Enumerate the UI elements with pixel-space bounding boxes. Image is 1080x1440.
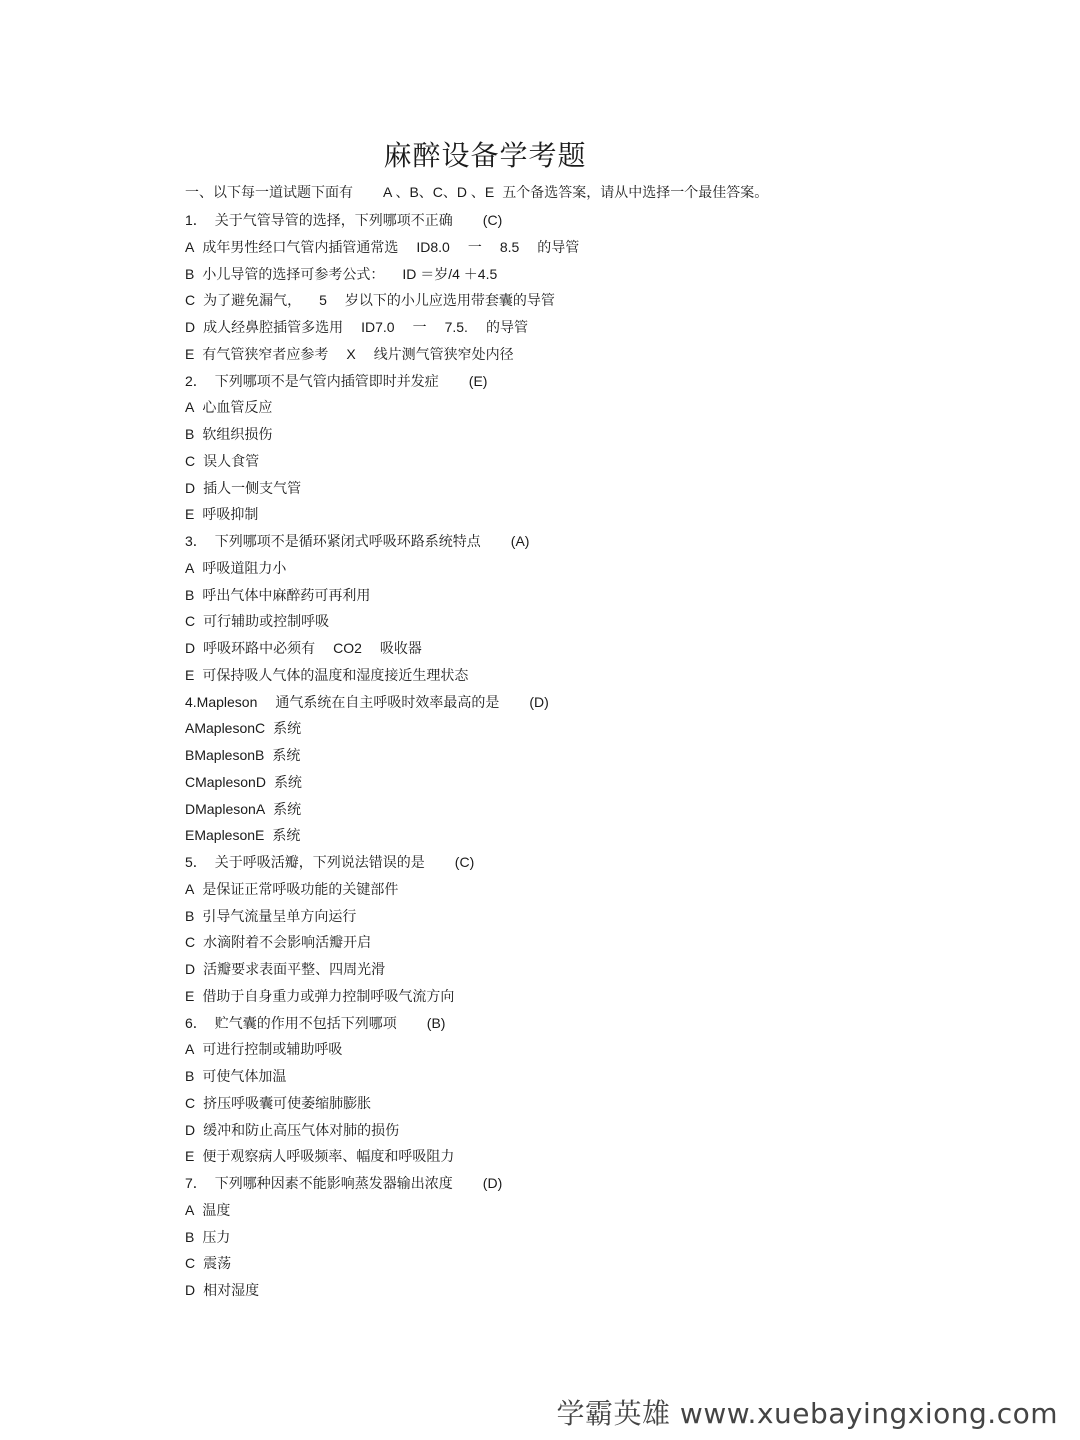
option-line	[185, 1094, 371, 1113]
watermark: 学霸英雄 www.xuebayingxiong.com	[556, 1397, 1058, 1430]
option-line	[185, 933, 371, 952]
question-number: 1．	[185, 212, 207, 228]
option-text: ID8.0	[416, 238, 450, 255]
option-line	[185, 639, 422, 658]
option-line	[185, 238, 579, 257]
question-text: 下列哪项不是循环紧闭式呼吸环路系统特点	[214, 534, 481, 550]
option-text: 吸收器	[379, 641, 422, 657]
option-text: 便于观察病人呼吸频率、幅度和呼吸阻力	[202, 1149, 455, 1166]
answer-key: (E)	[468, 372, 488, 389]
option-letter: C	[185, 1255, 196, 1272]
option-text: 一	[412, 320, 427, 336]
option-letter: B	[185, 1228, 195, 1245]
option-line	[185, 666, 468, 685]
option-text: 挤压呼吸囊可使萎缩肺膨胀	[203, 1095, 372, 1112]
option-text: 呼吸抑制	[202, 507, 259, 524]
option-letter: A	[185, 399, 195, 416]
option-text: 相对湿度	[203, 1283, 260, 1299]
option-line	[185, 826, 300, 845]
option-letter: C	[185, 613, 196, 630]
option-letter: C	[185, 1094, 196, 1111]
option-text: 呼吸环路中必须有	[203, 641, 316, 657]
option-line	[185, 612, 329, 631]
option-text: 小儿导管的选择可参考公式：	[202, 266, 385, 283]
option-text: 系统	[273, 721, 302, 738]
option-letter: C	[185, 452, 196, 469]
question-stem	[185, 532, 529, 551]
option-text: 软组织损伤	[202, 427, 273, 443]
question-stem	[185, 372, 487, 391]
option-letter: DMaplesonA	[185, 800, 266, 817]
question-number: 6．	[185, 1014, 207, 1031]
option-text: 线片测气管狭窄处内径	[373, 346, 514, 363]
question-number: 3．	[185, 533, 207, 549]
option-letter: D	[185, 1282, 196, 1298]
question-text: 关于气管导管的选择，下列哪项不正确	[214, 213, 453, 229]
option-text: 的导管	[537, 239, 580, 256]
option-letter: D	[185, 1121, 196, 1138]
option-letter: A	[185, 1041, 195, 1058]
option-line	[185, 987, 454, 1006]
option-text: 5	[319, 292, 327, 309]
option-line	[185, 559, 286, 578]
option-letter: B	[185, 426, 195, 442]
option-text: 呼出气体中麻醉药可再利用	[202, 587, 371, 604]
option-text: 系统	[272, 748, 301, 764]
answer-key: (A)	[510, 533, 530, 549]
option-text: 误人食管	[203, 453, 260, 470]
option-line	[185, 318, 528, 337]
option-text: 8.5	[499, 238, 520, 255]
option-line	[185, 907, 356, 926]
option-text: X	[346, 345, 356, 362]
option-text: 引导气流量呈单方向运行	[202, 908, 357, 925]
option-letter: B	[185, 586, 195, 603]
question-stem	[185, 853, 474, 872]
option-text: 一	[467, 239, 482, 256]
option-line	[185, 1040, 342, 1059]
option-text: 温度	[202, 1202, 231, 1219]
option-letter: E	[185, 987, 195, 1004]
question-stem	[185, 1014, 445, 1033]
option-text: 可行辅助或控制呼吸	[203, 614, 330, 631]
option-text: 震荡	[203, 1256, 232, 1273]
option-text: 插人一侧支气管	[203, 480, 302, 497]
option-line	[185, 425, 272, 444]
option-line	[185, 800, 301, 819]
option-letter: A	[185, 1201, 195, 1218]
answer-key: (B)	[426, 1014, 446, 1031]
question-text: 下列哪种因素不能影响蒸发器输出浓度	[214, 1176, 453, 1192]
question-stem	[185, 211, 502, 230]
option-letter: AMaplesonC	[185, 720, 266, 737]
question-number: 7．	[185, 1175, 207, 1191]
option-letter: E	[185, 666, 195, 683]
intro-prefix: 一、以下每一道试题下面有	[185, 185, 353, 201]
option-line	[185, 265, 497, 284]
answer-key: (C)	[454, 854, 475, 870]
option-text: 可使气体加温	[202, 1069, 287, 1085]
intro-suffix: 五个备选答案，请从中选择一个最佳答案。	[502, 185, 769, 201]
option-letter: D	[185, 640, 196, 656]
question-number: 2．	[185, 372, 207, 389]
option-text: 系统	[273, 801, 302, 818]
option-text: 压力	[202, 1229, 231, 1246]
option-line	[185, 1254, 231, 1273]
option-text: 7.5.	[444, 319, 468, 335]
question-text: 关于呼吸活瓣，下列说法错误的是	[214, 855, 425, 871]
option-text: 岁以下的小儿应选用带套囊的导管	[344, 293, 555, 310]
question-text: 贮气囊的作用不包括下列哪项	[214, 1015, 397, 1032]
option-text: 的导管	[485, 320, 528, 336]
option-letter: A	[185, 238, 195, 255]
option-letter: D	[185, 961, 196, 977]
answer-key: (D)	[529, 693, 549, 710]
option-text: 成年男性经口气管内插管通常选	[202, 239, 399, 256]
question-text: 通气系统在自主呼吸时效率最高的是	[275, 694, 500, 711]
option-line	[185, 1281, 259, 1300]
option-line	[185, 1228, 230, 1247]
option-text: 系统	[272, 828, 301, 845]
option-text: 可进行控制或辅助呼吸	[202, 1042, 343, 1059]
option-letter: D	[185, 319, 196, 335]
option-line	[185, 1147, 454, 1166]
question-number: 5．	[185, 854, 207, 870]
option-text: 活瓣要求表面平整、四周光滑	[203, 962, 386, 978]
option-line	[185, 1121, 399, 1140]
option-text: ID ＝岁/4 ＋4.5	[402, 265, 498, 282]
option-text: 水滴附着不会影响活瓣开启	[203, 935, 372, 952]
option-line	[185, 1067, 286, 1086]
option-line	[185, 773, 302, 792]
question-text: 下列哪项不是气管内插管即时并发症	[214, 373, 439, 390]
option-text: 是保证正常呼吸功能的关键部件	[202, 881, 399, 898]
question-number: 4.Mapleson	[185, 693, 258, 710]
option-text: 有气管狭窄者应参考	[202, 346, 329, 363]
option-text: 可保持吸人气体的温度和湿度接近生理状态	[202, 667, 469, 684]
option-text: 系统	[273, 774, 302, 791]
option-letter: E	[185, 1148, 195, 1165]
intro-line	[185, 182, 1005, 202]
option-letter: A	[185, 880, 195, 897]
option-text: 借助于自身重力或弹力控制呼吸气流方向	[202, 988, 455, 1005]
option-line	[185, 1201, 230, 1220]
option-letter: B	[185, 1068, 195, 1084]
option-letter: C	[185, 934, 196, 951]
option-text: 缓冲和防止高压气体对肺的损伤	[203, 1122, 400, 1139]
question-stem	[185, 693, 549, 712]
option-text: ID7.0	[361, 319, 395, 335]
option-letter: B	[185, 265, 195, 282]
option-line	[185, 880, 398, 899]
option-line	[185, 746, 300, 765]
option-text: 呼吸道阻力小	[202, 560, 287, 577]
option-letter: A	[185, 559, 195, 576]
option-letter: CMaplesonD	[185, 773, 266, 790]
option-text: 为了避免漏气，	[203, 293, 302, 310]
option-letter: B	[185, 907, 195, 924]
option-text: CO2	[333, 640, 362, 656]
intro-letters: A 、B、C、D 、E	[383, 184, 495, 200]
option-letter: BMaplesonB	[185, 747, 265, 763]
option-line	[185, 398, 272, 417]
option-letter: D	[185, 479, 196, 496]
answer-key: (C)	[482, 212, 503, 228]
option-line	[185, 960, 385, 979]
option-line	[185, 586, 370, 605]
option-line	[185, 479, 301, 498]
answer-key: (D)	[482, 1175, 503, 1191]
document-title: 麻醉设备学考题	[383, 139, 587, 172]
option-letter: C	[185, 292, 196, 309]
option-line	[185, 291, 555, 310]
question-stem	[185, 1174, 502, 1193]
option-line	[185, 505, 258, 524]
option-letter: E	[185, 506, 195, 523]
option-line	[185, 345, 514, 364]
option-letter: EMaplesonE	[185, 827, 265, 844]
option-letter: E	[185, 345, 195, 362]
option-text: 心血管反应	[202, 400, 273, 417]
option-text: 成人经鼻腔插管多选用	[203, 320, 344, 336]
option-line	[185, 719, 301, 738]
option-line	[185, 452, 259, 471]
